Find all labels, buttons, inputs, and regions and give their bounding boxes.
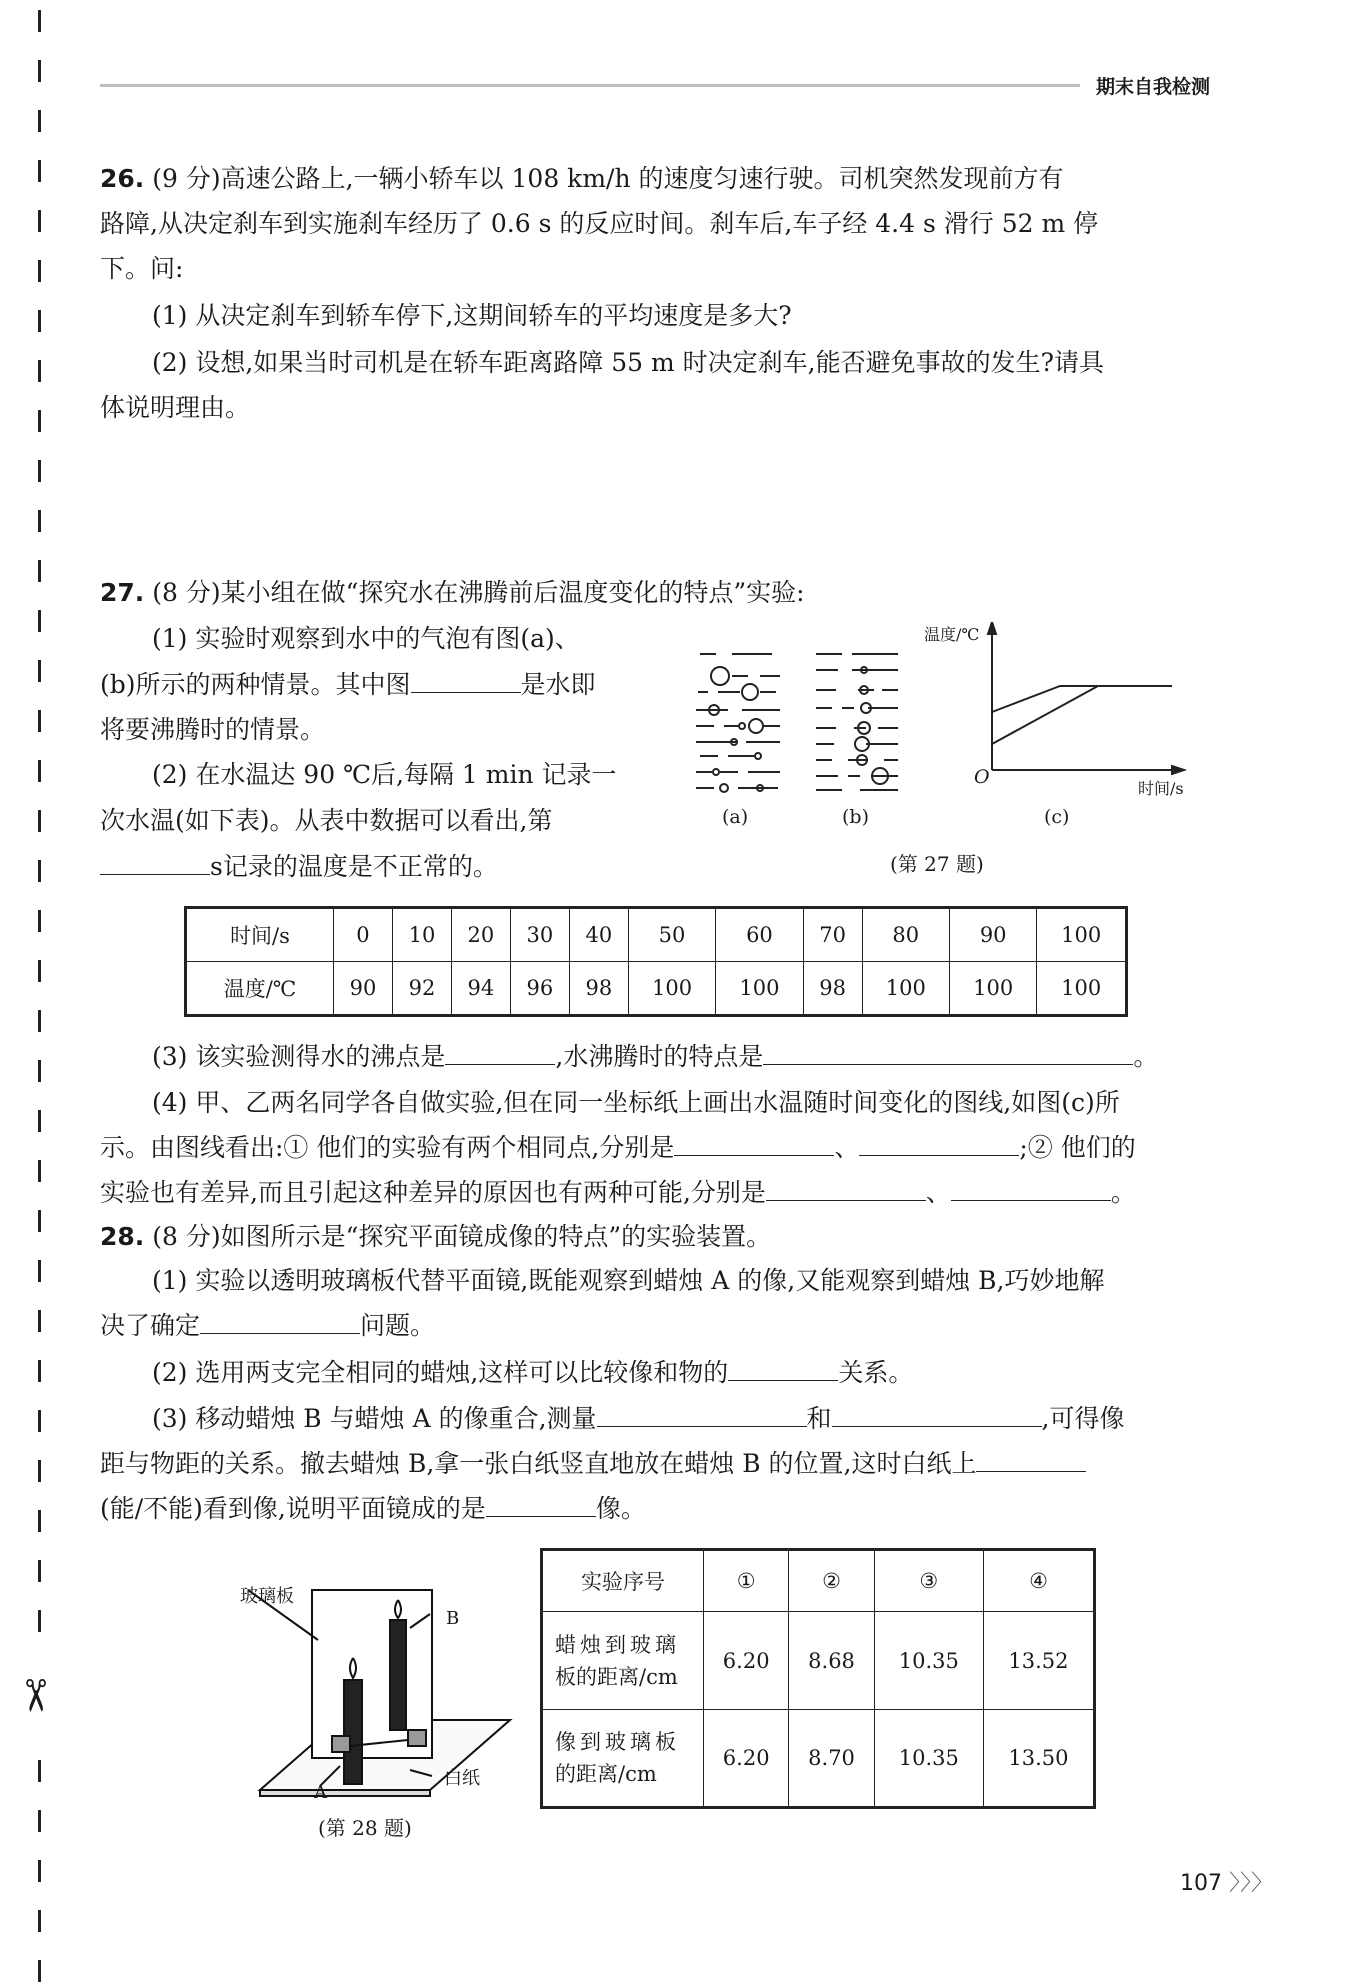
q27-s2b: 次水温(如下表)。从表中数据可以看出,第	[100, 806, 553, 835]
answer-blank[interactable]	[763, 1038, 1133, 1065]
table-cell: 40	[569, 908, 628, 962]
table-row	[186, 962, 1127, 1016]
q26-sub1: (1) 从决定刹车到轿车停下,这期间轿车的平均速度是多大?	[152, 301, 792, 330]
q27-s3: (3) 该实验测得水的沸点是 ,水沸腾时的特点是 。	[152, 1034, 1268, 1079]
q26-line1: 26. (9 分)高速公路上,一辆小轿车以 108 km/h 的速度匀速行驶。司机突然发现前方有	[100, 164, 1064, 193]
q28-s2: (2) 选用两支完全相同的蜡烛,这样可以比较像和物的 关系。	[152, 1350, 1268, 1395]
table-cell: 100	[716, 962, 803, 1016]
cut-line-dash	[38, 760, 41, 782]
cut-line-dash	[38, 1760, 41, 1782]
q28-s3a: (3) 移动蜡烛 B 与蜡烛 A 的像重合,测量 和 ,可得像	[152, 1396, 1268, 1441]
candle-b-label: B	[446, 1608, 460, 1629]
cut-line-dash	[38, 110, 41, 132]
q27-s4a: (4) 甲、乙两名同学各自做实验,但在同一坐标纸上画出水温随时间变化的图线,如图(c)所	[152, 1088, 1120, 1117]
table-cell: 60	[716, 908, 803, 962]
q28-s1a: (1) 实验以透明玻璃板代替平面镜,既能观察到蜡烛 A 的像,又能观察到蜡烛 B,巧妙地解	[152, 1266, 1105, 1295]
cut-line-dash	[38, 1260, 41, 1282]
cut-line-dash	[38, 210, 41, 232]
table-header-cell: ③	[874, 1550, 983, 1612]
cut-line-dash	[38, 1160, 41, 1182]
answer-blank[interactable]	[976, 1445, 1086, 1472]
table-header-cell: ④	[983, 1550, 1094, 1612]
table-row	[542, 1550, 1095, 1612]
table-cell: 98	[803, 962, 862, 1016]
table-header-cell: ①	[704, 1550, 789, 1612]
table-cell: 100	[1037, 908, 1127, 962]
q27-s1b: (b)所示的两种情景。其中图 是水即	[100, 662, 1216, 707]
answer-blank[interactable]	[859, 1129, 1019, 1156]
cut-line-dash	[38, 710, 41, 732]
figure-c-origin: O	[974, 766, 990, 788]
cut-line-dash	[38, 610, 41, 632]
cut-line-dash	[38, 1010, 41, 1032]
cut-line-dash	[38, 560, 41, 582]
table-cell: 6.20	[704, 1612, 789, 1710]
figure-a-label: (a)	[722, 806, 749, 828]
figure-c-x-axis-label: 时间/s	[1138, 779, 1184, 798]
cut-line-dash	[38, 360, 41, 382]
cut-line-dash	[38, 1460, 41, 1482]
table-cell: 100	[862, 962, 949, 1016]
figure-a-bubbles	[690, 640, 790, 800]
table-row	[542, 1612, 1095, 1710]
q28-s1b: 决了确定 问题。	[100, 1303, 1216, 1348]
cut-line-dash	[38, 1810, 41, 1832]
answer-blank[interactable]	[486, 1490, 596, 1517]
cut-line-dash	[38, 860, 41, 882]
cut-line-dash	[38, 510, 41, 532]
q26-sub2b: 体说明理由。	[100, 393, 251, 422]
cut-line-dash	[38, 1560, 41, 1582]
answer-blank[interactable]	[411, 666, 521, 693]
table-cell: 10.35	[874, 1710, 983, 1808]
cut-line-dash	[38, 1860, 41, 1882]
answer-blank[interactable]	[445, 1038, 555, 1065]
q28-data-table	[540, 1548, 1096, 1809]
figure-c-graph	[970, 622, 1190, 792]
table-cell: 90	[334, 962, 393, 1016]
table-cell: 13.52	[983, 1612, 1094, 1710]
cut-line-dash	[38, 1960, 41, 1982]
table-cell: 98	[569, 962, 628, 1016]
q27-s1c: 将要沸腾时的情景。	[100, 715, 326, 744]
table-cell: 100	[949, 962, 1036, 1016]
q28-intro: 28. (8 分)如图所示是“探究平面镜成像的特点”的实验装置。	[100, 1222, 772, 1251]
table-cell: 10	[392, 908, 451, 962]
cut-line-dash	[38, 310, 41, 332]
table-cell: 30	[510, 908, 569, 962]
cut-line-dash	[38, 960, 41, 982]
answer-blank[interactable]	[728, 1354, 838, 1381]
q26-line2: 路障,从决定刹车到实施刹车经历了 0.6 s 的反应时间。刹车后,车子经 4.4 s 滑行 52 m 停	[100, 209, 1099, 238]
cut-line-dash	[38, 10, 41, 32]
q27-number: 27.	[100, 578, 145, 607]
table-row	[186, 908, 1127, 962]
cut-line-dash	[38, 1310, 41, 1332]
table-cell: 6.20	[704, 1710, 789, 1808]
figure-b-bubbles	[808, 640, 908, 800]
cut-line-dash	[38, 1610, 41, 1632]
answer-blank[interactable]	[766, 1174, 926, 1201]
answer-blank[interactable]	[832, 1400, 1042, 1427]
cut-line-dash	[38, 810, 41, 832]
candle-a-label: A	[314, 1782, 327, 1803]
table-row-header: 时间/s	[186, 908, 334, 962]
table-header-cell: 实验序号	[542, 1550, 704, 1612]
cut-line-dash	[38, 260, 41, 282]
table-cell: 90	[949, 908, 1036, 962]
q28-number: 28.	[100, 1222, 145, 1251]
table-cell: 94	[451, 962, 510, 1016]
table-row	[542, 1710, 1095, 1808]
q27-s1a: (1) 实验时观察到水中的气泡有图(a)、	[152, 624, 580, 653]
table-cell: 70	[803, 908, 862, 962]
q27-s4c: 实验也有差异,而且引起这种差异的原因也有两种可能,分别是 、 。	[100, 1170, 1216, 1215]
table-cell: 100	[628, 962, 715, 1016]
glass-plate-label: 玻璃板	[240, 1586, 294, 1607]
q27-intro: 27. (8 分)某小组在做“探究水在沸腾前后温度变化的特点”实验:	[100, 578, 805, 607]
figure-b-label: (b)	[842, 806, 869, 828]
cut-line-dash	[38, 1360, 41, 1382]
cut-line-dash	[38, 660, 41, 682]
q26-line3: 下。问:	[100, 254, 184, 283]
cut-line-dash	[38, 1910, 41, 1932]
q27-caption: (第 27 题)	[890, 852, 984, 876]
table-cell: 13.50	[983, 1710, 1094, 1808]
q28-s3b: 距与物距的关系。撤去蜡烛 B,拿一张白纸竖直地放在蜡烛 B 的位置,这时白纸上	[100, 1441, 1216, 1486]
q26-number: 26.	[100, 164, 145, 193]
q27-s4b: 示。由图线看出:① 他们的实验有两个相同点,分别是 、 ;② 他们的	[100, 1125, 1216, 1170]
table-cell: 80	[862, 908, 949, 962]
scissors-icon: ✂	[8, 1677, 60, 1714]
white-paper-label: 白纸	[444, 1768, 480, 1789]
table-cell: 20	[451, 908, 510, 962]
mirror-experiment-figure	[240, 1580, 540, 1810]
figure-c-label: (c)	[1044, 806, 1070, 828]
q28-caption: (第 28 题)	[318, 1816, 412, 1840]
answer-blank[interactable]	[597, 1400, 807, 1427]
header-rule	[100, 84, 1080, 87]
table-row-header: 温度/℃	[186, 962, 334, 1016]
table-row-header: 蜡烛到玻璃 板的距离/cm	[542, 1612, 704, 1710]
q27-s2c: s记录的温度是不正常的。	[100, 844, 1216, 889]
cut-line-dash	[38, 460, 41, 482]
header-title: 期末自我检测	[1096, 76, 1211, 98]
cut-line-dash	[38, 1060, 41, 1082]
table-cell: 8.68	[789, 1612, 874, 1710]
cut-line-dash	[38, 60, 41, 82]
answer-blank[interactable]	[674, 1129, 834, 1156]
table-cell: 100	[1037, 962, 1127, 1016]
q26-sub2a: (2) 设想,如果当时司机是在轿车距离路障 55 m 时决定刹车,能否避免事故的发生?请具	[152, 348, 1105, 377]
chevron-right-icon: 〉〉〉	[1229, 1871, 1274, 1896]
answer-blank[interactable]	[951, 1174, 1111, 1201]
cut-line-dash	[38, 1510, 41, 1532]
cut-line-dash	[38, 1410, 41, 1432]
q27-s2a: (2) 在水温达 90 ℃后,每隔 1 min 记录一	[152, 760, 617, 789]
q28-s3c: (能/不能)看到像,说明平面镜成的是 像。	[100, 1486, 1216, 1531]
answer-blank[interactable]	[200, 1307, 360, 1334]
table-row-header: 像到玻璃板 的距离/cm	[542, 1710, 704, 1808]
cut-line-dash	[38, 1210, 41, 1232]
cut-line-dash	[38, 410, 41, 432]
table-cell: 50	[628, 908, 715, 962]
cut-line-dash	[38, 910, 41, 932]
cut-line-dash	[38, 160, 41, 182]
table-cell: 96	[510, 962, 569, 1016]
cut-line-dash	[38, 1110, 41, 1132]
page-number: 107 〉〉〉	[1180, 1871, 1274, 1896]
table-cell: 10.35	[874, 1612, 983, 1710]
table-cell: 92	[392, 962, 451, 1016]
table-header-cell: ②	[789, 1550, 874, 1612]
table-cell: 8.70	[789, 1710, 874, 1808]
answer-blank[interactable]	[100, 848, 210, 875]
q27-data-table	[184, 906, 1128, 1017]
figure-c-y-axis-label: 温度/℃	[924, 625, 980, 644]
table-cell: 0	[334, 908, 393, 962]
